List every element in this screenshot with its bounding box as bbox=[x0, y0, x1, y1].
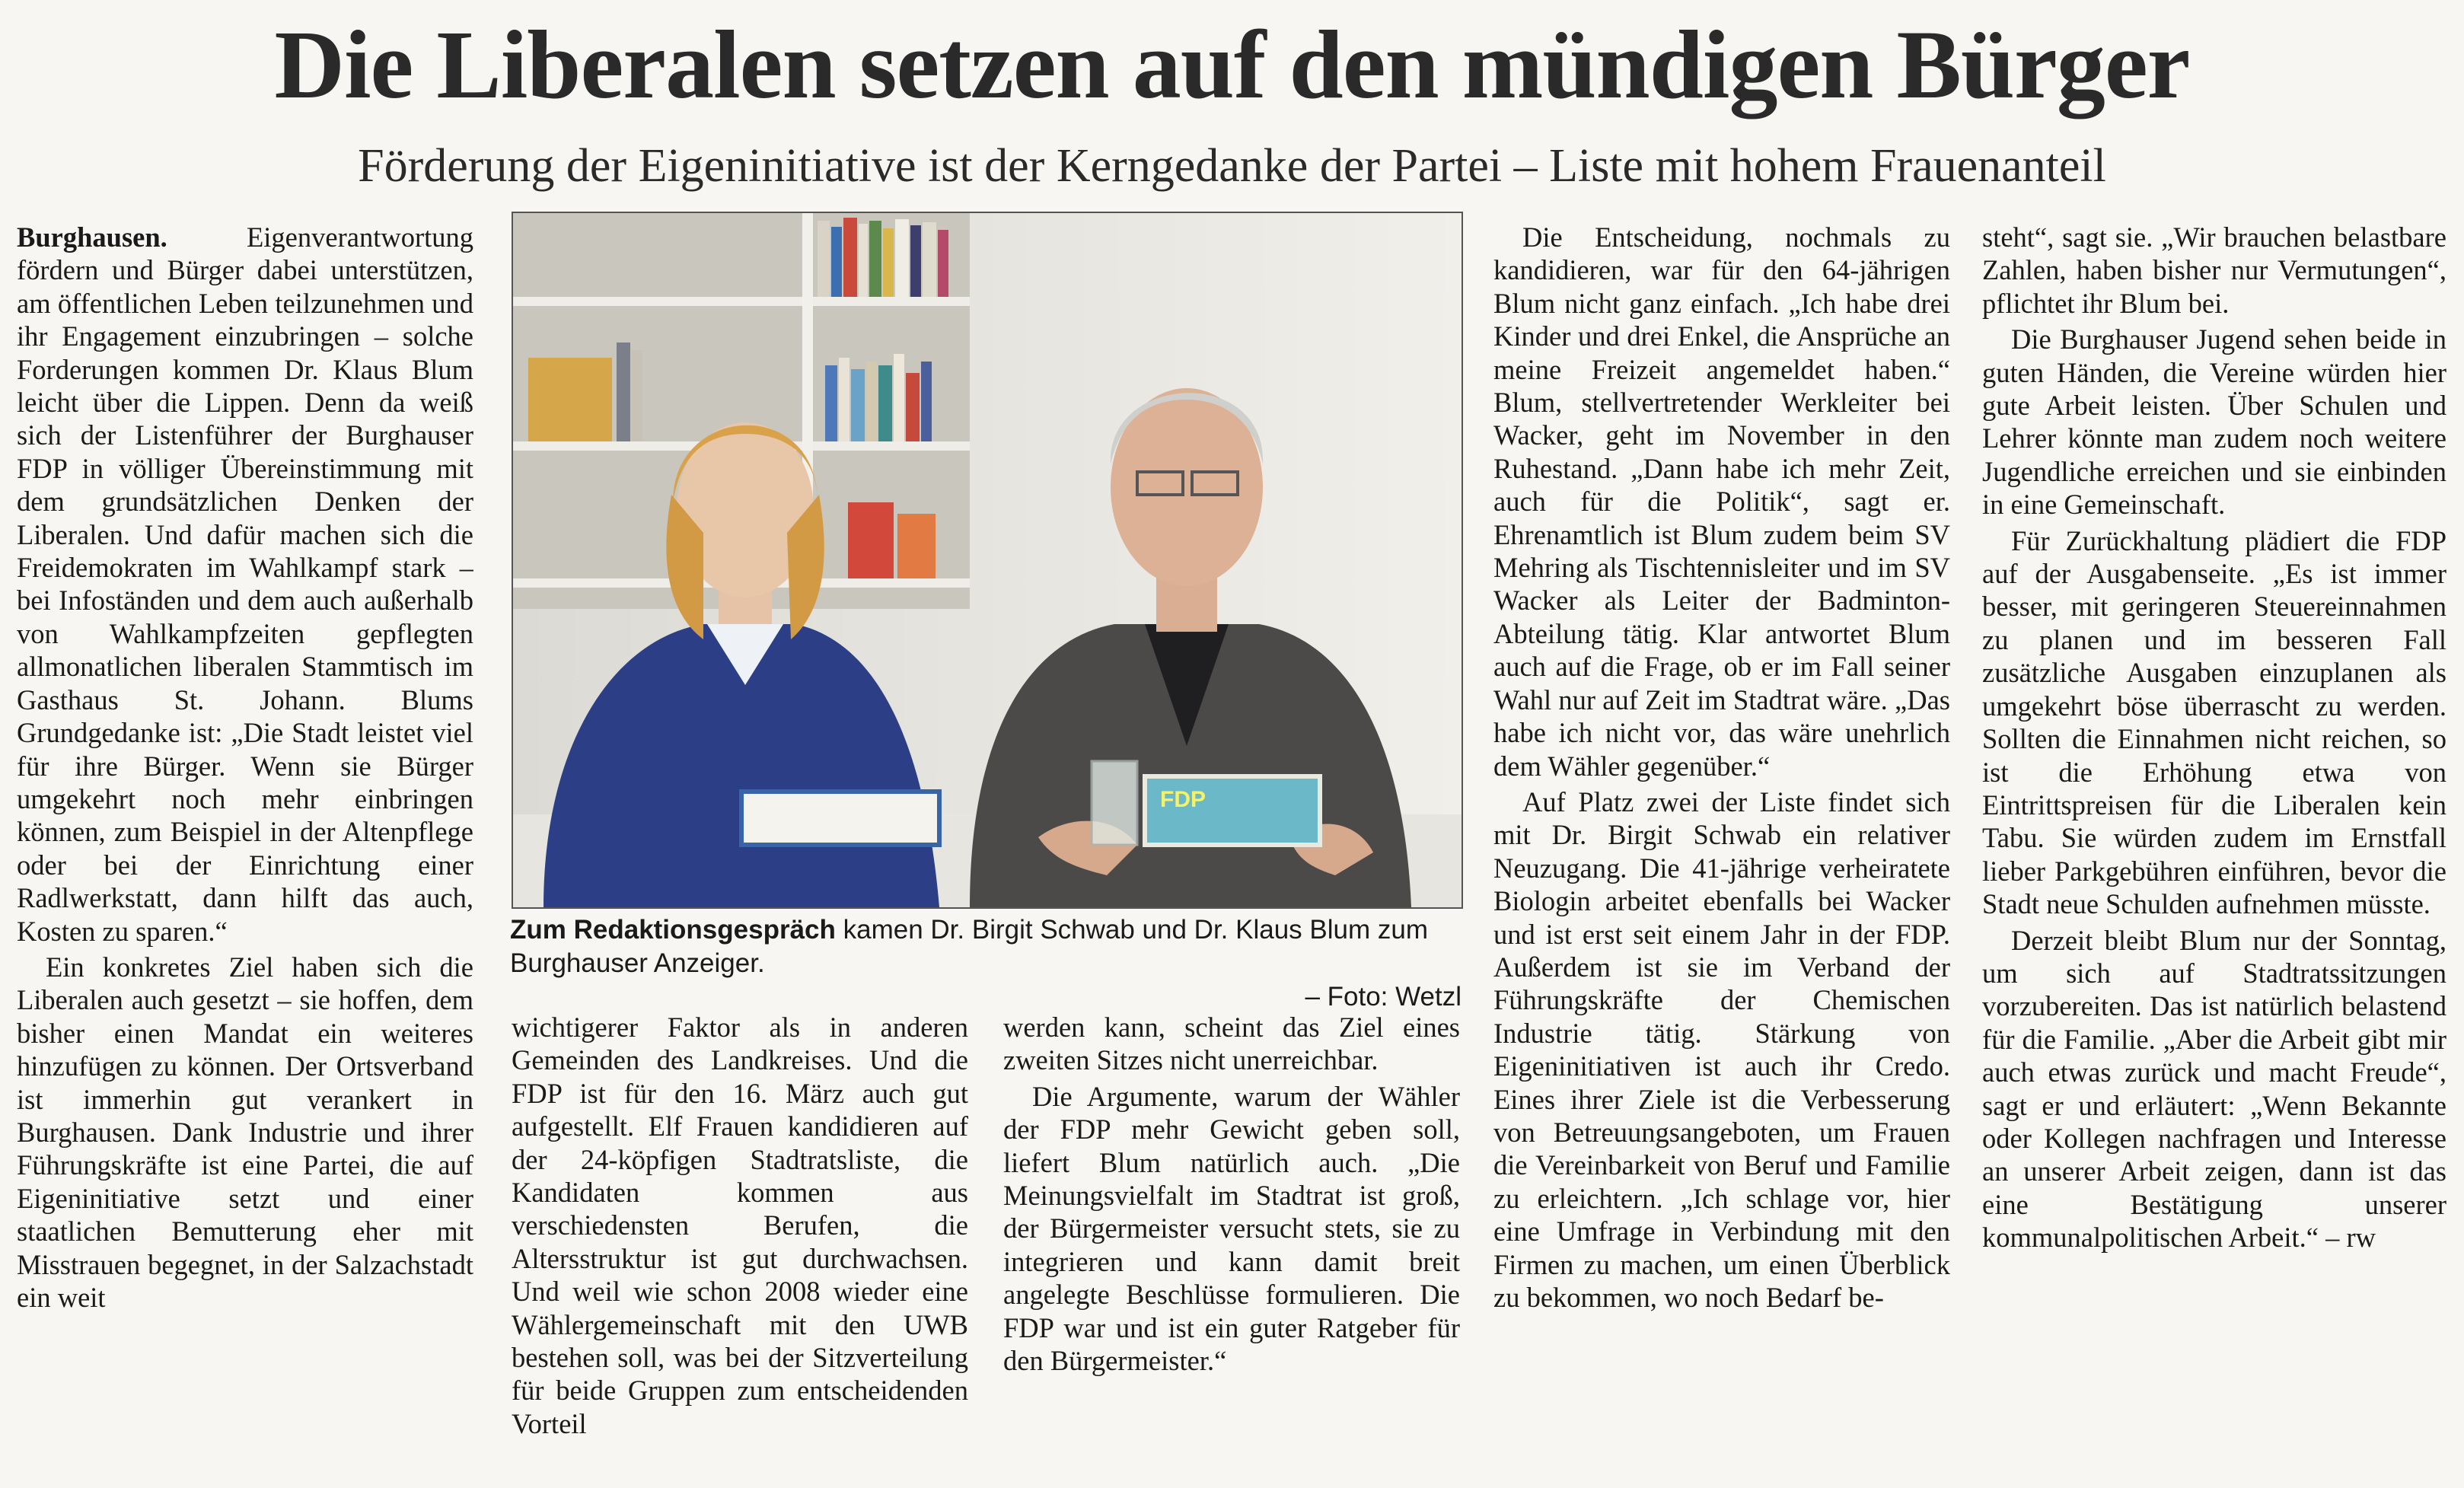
photo-credit: – Foto: Wetzl bbox=[1305, 982, 1462, 1012]
caption-lead: Zum Redaktionsgespräch bbox=[510, 915, 836, 945]
caption-text: kamen Dr. Birgit Schwab und Dr. Klaus Blum zum Burghauser Anzeiger. bbox=[510, 915, 1428, 978]
paragraph: Für Zurückhaltung plädiert die FDP auf der Ausgabenseite. „Es ist immer besser, mit geringeren Steuereinnahmen zu planen und im besseren Fall zusätzliche Ausgaben einzuplanen als umgekehrt böse überrascht zu werden. Sollten die Einnahmen nicht reichen, so ist die Erhöhung etwa von Eintrittspreisen für die Liberalen kein Tabu. Sie würden zudem im Ernstfall lieber Parkgebühren einführen, bevor die Stadt neue Schulden aufnehmen müsste. bbox=[1982, 524, 2446, 920]
paragraph: steht“, sagt sie. „Wir brauchen belastbare Zahlen, haben bisher nur Vermutungen“, pflichtet ihr Blum bei. bbox=[1982, 221, 2446, 319]
dateline: Burghausen. bbox=[17, 221, 167, 253]
subheadline: Förderung der Eigeninitiative ist der Kerngedanke der Partei – Liste mit hohem Frauenanteil bbox=[358, 140, 2106, 192]
article-column-3 bbox=[1003, 1011, 1460, 1467]
article-column-1 bbox=[17, 221, 473, 1469]
photo-caption bbox=[510, 913, 1462, 1014]
packet-label: FDP bbox=[1160, 787, 1206, 812]
paragraph-text: Eigenverantwortung fördern und Bürger dabei unterstützen, am öffentlichen Leben teilzunehmen und ihr Engagement einzubringen – solche Forderungen kommen Dr. Klaus Blum leicht über die Lippen. Denn da weiß sich der Listenführer der Burghauser FDP in völliger Übereinstimmung mit dem grundsätzlichen Denken der Liberalen. Und dafür machen sich die Freidemokraten im Wahlkampf stark – bei Infoständen und dem auch außerhalb von Wahlkampfzeiten gepflegten allmonatlichen liberalen Stammtisch im Gasthaus St. Johann. Blums Grundgedanke ist: „Die Stadt leistet viel für ihre Bürger. Wenn sie Bürger umgekehrt noch mehr einbringen können, zum Beispiel in der Altenpflege oder bei der Einrichtung einer Radlwerkstatt, dann hilft das auch, Kosten zu sparen.“ bbox=[17, 221, 473, 947]
article-column-2 bbox=[512, 1011, 968, 1467]
photo-illustration bbox=[513, 213, 1462, 907]
paragraph: Derzeit bleibt Blum nur der Sonntag, um sich auf Stadtratssitzungen vorzubereiten. Das ist natürlich belastend für die Familie. „Aber die Arbeit gibt mir auch etwas zurück und macht Freude“, sagt er und erläutert: „Wenn Bekannte oder Kollegen nachfragen und Interesse an unserer Arbeit zeigen, dann ist das eine Bestätigung unserer kommunalpolitischen Arbeit.“ – rw bbox=[1982, 924, 2446, 1254]
article-column-4 bbox=[1493, 221, 1950, 1469]
headline: Die Liberalen setzen auf den mündigen Bürger bbox=[274, 11, 2190, 119]
paragraph: Auf Platz zwei der Liste findet sich mit Dr. Birgit Schwab ein relativer Neuzugang. Die 41-jährige verheiratete Biologin arbeitet ebenfalls bei Wacker und ist erst seit einem Jahr in der FDP. Außerdem ist sie im Verband der Führungskräfte der Chemischen Industrie tätig. Stärkung von Eigeninitiativen ist auch ihr Credo. Eines ihrer Ziele ist die Verbesserung von Betreuungsangeboten, um Frauen die Vereinbarkeit von Beruf und Familie zu erleichtern. „Ich schlage vor, hier eine Umfrage in Verbindung mit den Firmen zu machen, um einen Überblick zu bekommen, wo noch Bedarf be- bbox=[1493, 785, 1950, 1313]
paragraph: Die Entscheidung, nochmals zu kandidieren, war für den 64-jährigen Blum nicht ganz einfach. „Ich habe drei Kinder und drei Enkel, die Ansprüche an meine Freizeit angemeldet haben.“ Blum, stellvertretender Werkleiter bei Wacker, geht im November in den Ruhestand. „Dann habe ich mehr Zeit, auch für die Politik“, sagt er. Ehrenamtlich ist Blum zudem beim SV Mehring als Tischtennisleiter und im SV Wacker als Leiter der Badminton-Abteilung tätig. Klar antwortet Blum auch auf die Frage, ob er im Fall seiner Wahl nur auf Zeit im Stadtrat wäre. „Das habe ich nicht vor, das wäre unehrlich dem Wähler gegenüber.“ bbox=[1493, 221, 1950, 782]
paragraph: wichtigerer Faktor als in anderen Gemeinden des Landkreises. Und die FDP ist für den 16. März auch gut aufgestellt. Elf Frauen kandidieren auf der 24-köpfigen Stadtratsliste, die Kandidaten kommen aus verschiedensten Berufen, die Altersstruktur ist gut durchwachsen. Und weil wie schon 2008 wieder eine Wählergemeinschaft mit den UWB bestehen soll, was bei der Sitzverteilung für beide Gruppen zum entscheidenden Vorteil bbox=[512, 1012, 968, 1439]
paragraph bbox=[17, 221, 473, 948]
article-photo bbox=[512, 212, 1463, 909]
paragraph: Die Argumente, warum der Wähler der FDP mehr Gewicht geben soll, liefert Blum natürlich auch. „Die Meinungsvielfalt im Stadtrat ist groß, der Bürgermeister versucht stets, sie zu integrieren und kann damit breit angelegte Beschlüsse formulieren. Die FDP war und ist ein guter Ratgeber für den Bürgermeister.“ bbox=[1003, 1080, 1460, 1377]
paragraph: werden kann, scheint das Ziel eines zweiten Sitzes nicht unerreichbar. bbox=[1003, 1012, 1460, 1076]
paragraph: Die Burghauser Jugend sehen beide in guten Händen, die Vereine würden hier gute Arbeit leisten. Über Schulen und Lehrer könnte man zudem noch weitere Jugendliche erreichen und sie einbinden in eine Gemeinschaft. bbox=[1982, 323, 2446, 521]
article-column-5 bbox=[1982, 221, 2446, 1469]
paragraph: Ein konkretes Ziel haben sich die Liberalen auch gesetzt – sie hoffen, dem bisher einen Mandat ein weiteres hinzufügen zu können. Der Ortsverband ist immerhin gut verankert in Burghausen. Dank Industrie und ihrer Führungskräfte ist eine Partei, die auf Eigeninitiative setzt und einer staatlichen Bemutterung eher mit Misstrauen begegnet, in der Salzachstadt ein weit bbox=[17, 951, 473, 1313]
